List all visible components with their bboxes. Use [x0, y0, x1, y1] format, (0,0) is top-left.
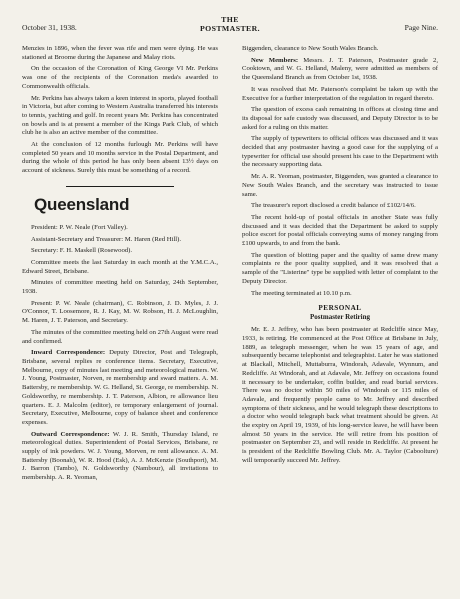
perkins-continued-paragraph: Menzies in 1896, when the fever was rife and men were dying. He was stationed at Broome during the Japanese and Malay riots.	[22, 45, 218, 61]
publication-name: POSTMASTER.	[199, 23, 261, 33]
inward-correspondence-paragraph	[22, 349, 218, 427]
minutes-heading: Minutes of committee meeting held on Saturday, 24th September, 1938.	[22, 279, 218, 296]
paterson-complaint-paragraph: It was resolved that Mr. Paterson's complaint be taken up with the Executive for a further interpretation of the regulation in regard thereto.	[242, 85, 438, 102]
page-number: Page Nine.	[404, 23, 438, 32]
page-header	[22, 16, 438, 38]
new-members-label: New Members:	[251, 56, 299, 64]
outward-correspondence-label: Outward Correspondence:	[31, 430, 110, 438]
coronation-paragraph: On the occasion of the Coronation of King George VI Mr. Perkins was one of the recipients of the Coronation meda's awarded to Commonwealth officials.	[22, 65, 218, 90]
assistant-secretary-line: Assistant-Secretary and Treasurer: M. Haren (Red Hill).	[31, 235, 182, 243]
minutes-confirmed-paragraph: The minutes of the committee meeting held on 27th August were read and confirmed.	[22, 328, 219, 345]
new-members-paragraph	[242, 57, 438, 83]
secretary-line: Secretary: F. H. Maskell (Rosewood).	[31, 247, 133, 255]
president-line: President: P. W. Neale (Fort Valley).	[31, 223, 128, 231]
personal-heading: PERSONAL	[318, 304, 362, 313]
publication-the: THE	[221, 15, 239, 24]
left-column	[22, 45, 218, 486]
new-members-text: Messrs. J. T. Paterson, Postmaster grade 2, Cooktown, and W. G. Helland, Maleny, were admitted as members of the Queensland Branch as from October 1st, 1938.	[242, 56, 439, 82]
inward-correspondence-text: Deputy Director, Post and Telegraph, Brisbane, several replies re conference items. Secretary, Executive, Melbourne, copy of minutes last meeting and meteorological matters. W. J. Young, Postmaster, Norven, re membership and sward matters. A. M. Battersby, re membership. W. G. Helland, St. George, re membership. N. Goldsworthy, re membership. J. T. Paterson, Albion, re allowance lieu quarters. E. J. Malcolm (editor), re temporary enlargement of journal. Secretary, Executive, Melbourne, copy of balance sheet and conference expenses.	[22, 349, 218, 426]
inward-correspondence-label: Inward Correspondence:	[31, 349, 106, 357]
blotting-paper-paragraph: The question of blotting paper and the quality of same drew many complaints re the poor quality supplied, and it was resolved that a sample of the "Listerine" type be supplied with letter of complaint to the Deputy Director.	[242, 251, 438, 285]
section-divider	[66, 186, 174, 187]
furlough-paragraph: At the conclusion of 12 months furlough Mr. Perkins will have completed 50 years and 10 months service in the Postal Department, and during the whole of this period he has only been absent 13½ days on account of sickness. Surely this must be something of a record.	[22, 141, 218, 175]
issue-date: October 31, 1938.	[22, 23, 77, 32]
excess-cash-paragraph: The question of excess cash remaining in offices at closing time and its disposal for safe custody was discussed, and Deputy Director is to be asked for a ruling on this matter.	[242, 106, 438, 131]
present-paragraph: Present: P. W. Neale (chairman), C. Robinson, J. D. Myles, J. J. O'Connor, T. Loosemore, R. J. Kay, M. W. Robson, H. J. McLoughlin, M. Haren, J. T. Paterson, and Secretary.	[22, 299, 218, 325]
postmaster-retiring-heading: Postmaster Retiring	[310, 313, 370, 322]
outward-correspondence-text: W. J. R. Smith, Thursday Island, re meteorological duties. Superintendent of Postal Services, Brisbane, re supply of ink powders. W. J. Young, Morven, re rent allowance. A. M. Battersby (Boonah), W. R. Hood (Esk), A. J. McKenzie (Southport), M. J. Barron (Tambo), N. Goldsworthy (Nambour), all invitations to membership. A. R. Yeoman,	[22, 430, 219, 482]
outward-correspondence-paragraph	[22, 431, 218, 483]
clearance-continued-paragraph: Biggenden, clearance to New South Wales Branch.	[242, 45, 379, 52]
meeting-terminated-paragraph: The meeting terminated at 10.10 p.m.	[251, 289, 352, 297]
publication-title	[22, 16, 438, 33]
sports-paragraph: Mr. Perkins has always taken a keen interest in sports, played football in Victoria, but after coming to Western Australia transferred his interests to tennis, yachting and golf. In recent years Mr. Perkins has concentrated on bowls and is at present a member of the Kings Park Club, of which club he is also an active member of the committee.	[22, 94, 218, 137]
typewriters-paragraph: The supply of typewriters to official offices was discussed and it was decided that any postmaster having a good case for the supplying of a typewriter for official use should present his case to the Department with the necessary supporting data.	[242, 135, 438, 169]
retiring-paragraph: Mr. E. J. Jeffrey, who has been postmaster at Redcliffe since May, 1933, is retiring. He commenced at the Post Office at Brisbane in July, 1889, as telegraph messenger, when he was 15 years of age, and subsequently became telephonist and telegraphist. Later he was stationed at Blackall, Mitchell, Muttaburra, Windorah, Adavale, Wynnum, and Redcliffe. At Windorah, and at Adavale, Mr. Jeffrey on occasions found it necessary to be undertaker, coffin builder, and read burial services. There was no doctor within 50 miles of Windorah or 115 miles of Adavale, and frequently people came to Mr. Jeffrey and described symptoms of their sickness, and he would telegraph these descriptions to a doctor who would telegraph back what treatment should be given. At the expiry on April 19, 1939, of his long-service leave, he will have been almost 50 years in the service. He will retire from his position of postmaster on September 23, and will reside in Redcliffe. At present he is president of the Redcliffe Bowling Club. Mr. A. Taylor (Caboolture) will temporarily succeed Mr. Jeffrey.	[242, 326, 438, 464]
committee-meets-paragraph: Committee meets the last Saturday in each month at the Y.M.C.A., Edward Street, Brisbane.	[22, 258, 218, 275]
right-column	[242, 45, 438, 469]
hold-up-paragraph: The recent hold-up of postal officials in another State was fully discussed and it was decided that the Department be asked to supply police escort for postal officials conveying sums of money ranging from £100 upwards, to and from the bank.	[242, 213, 438, 248]
yeoman-clearance-paragraph: Mr. A. R. Yeoman, postmaster, Biggenden, was granted a clearance to New South Wales Branch, and the secretary was instructed to issue same.	[242, 173, 438, 198]
section-title-queensland: Queensland	[34, 194, 130, 214]
treasurer-report-paragraph: The treasurer's report disclosed a credit balance of £102/14/6.	[251, 202, 416, 210]
